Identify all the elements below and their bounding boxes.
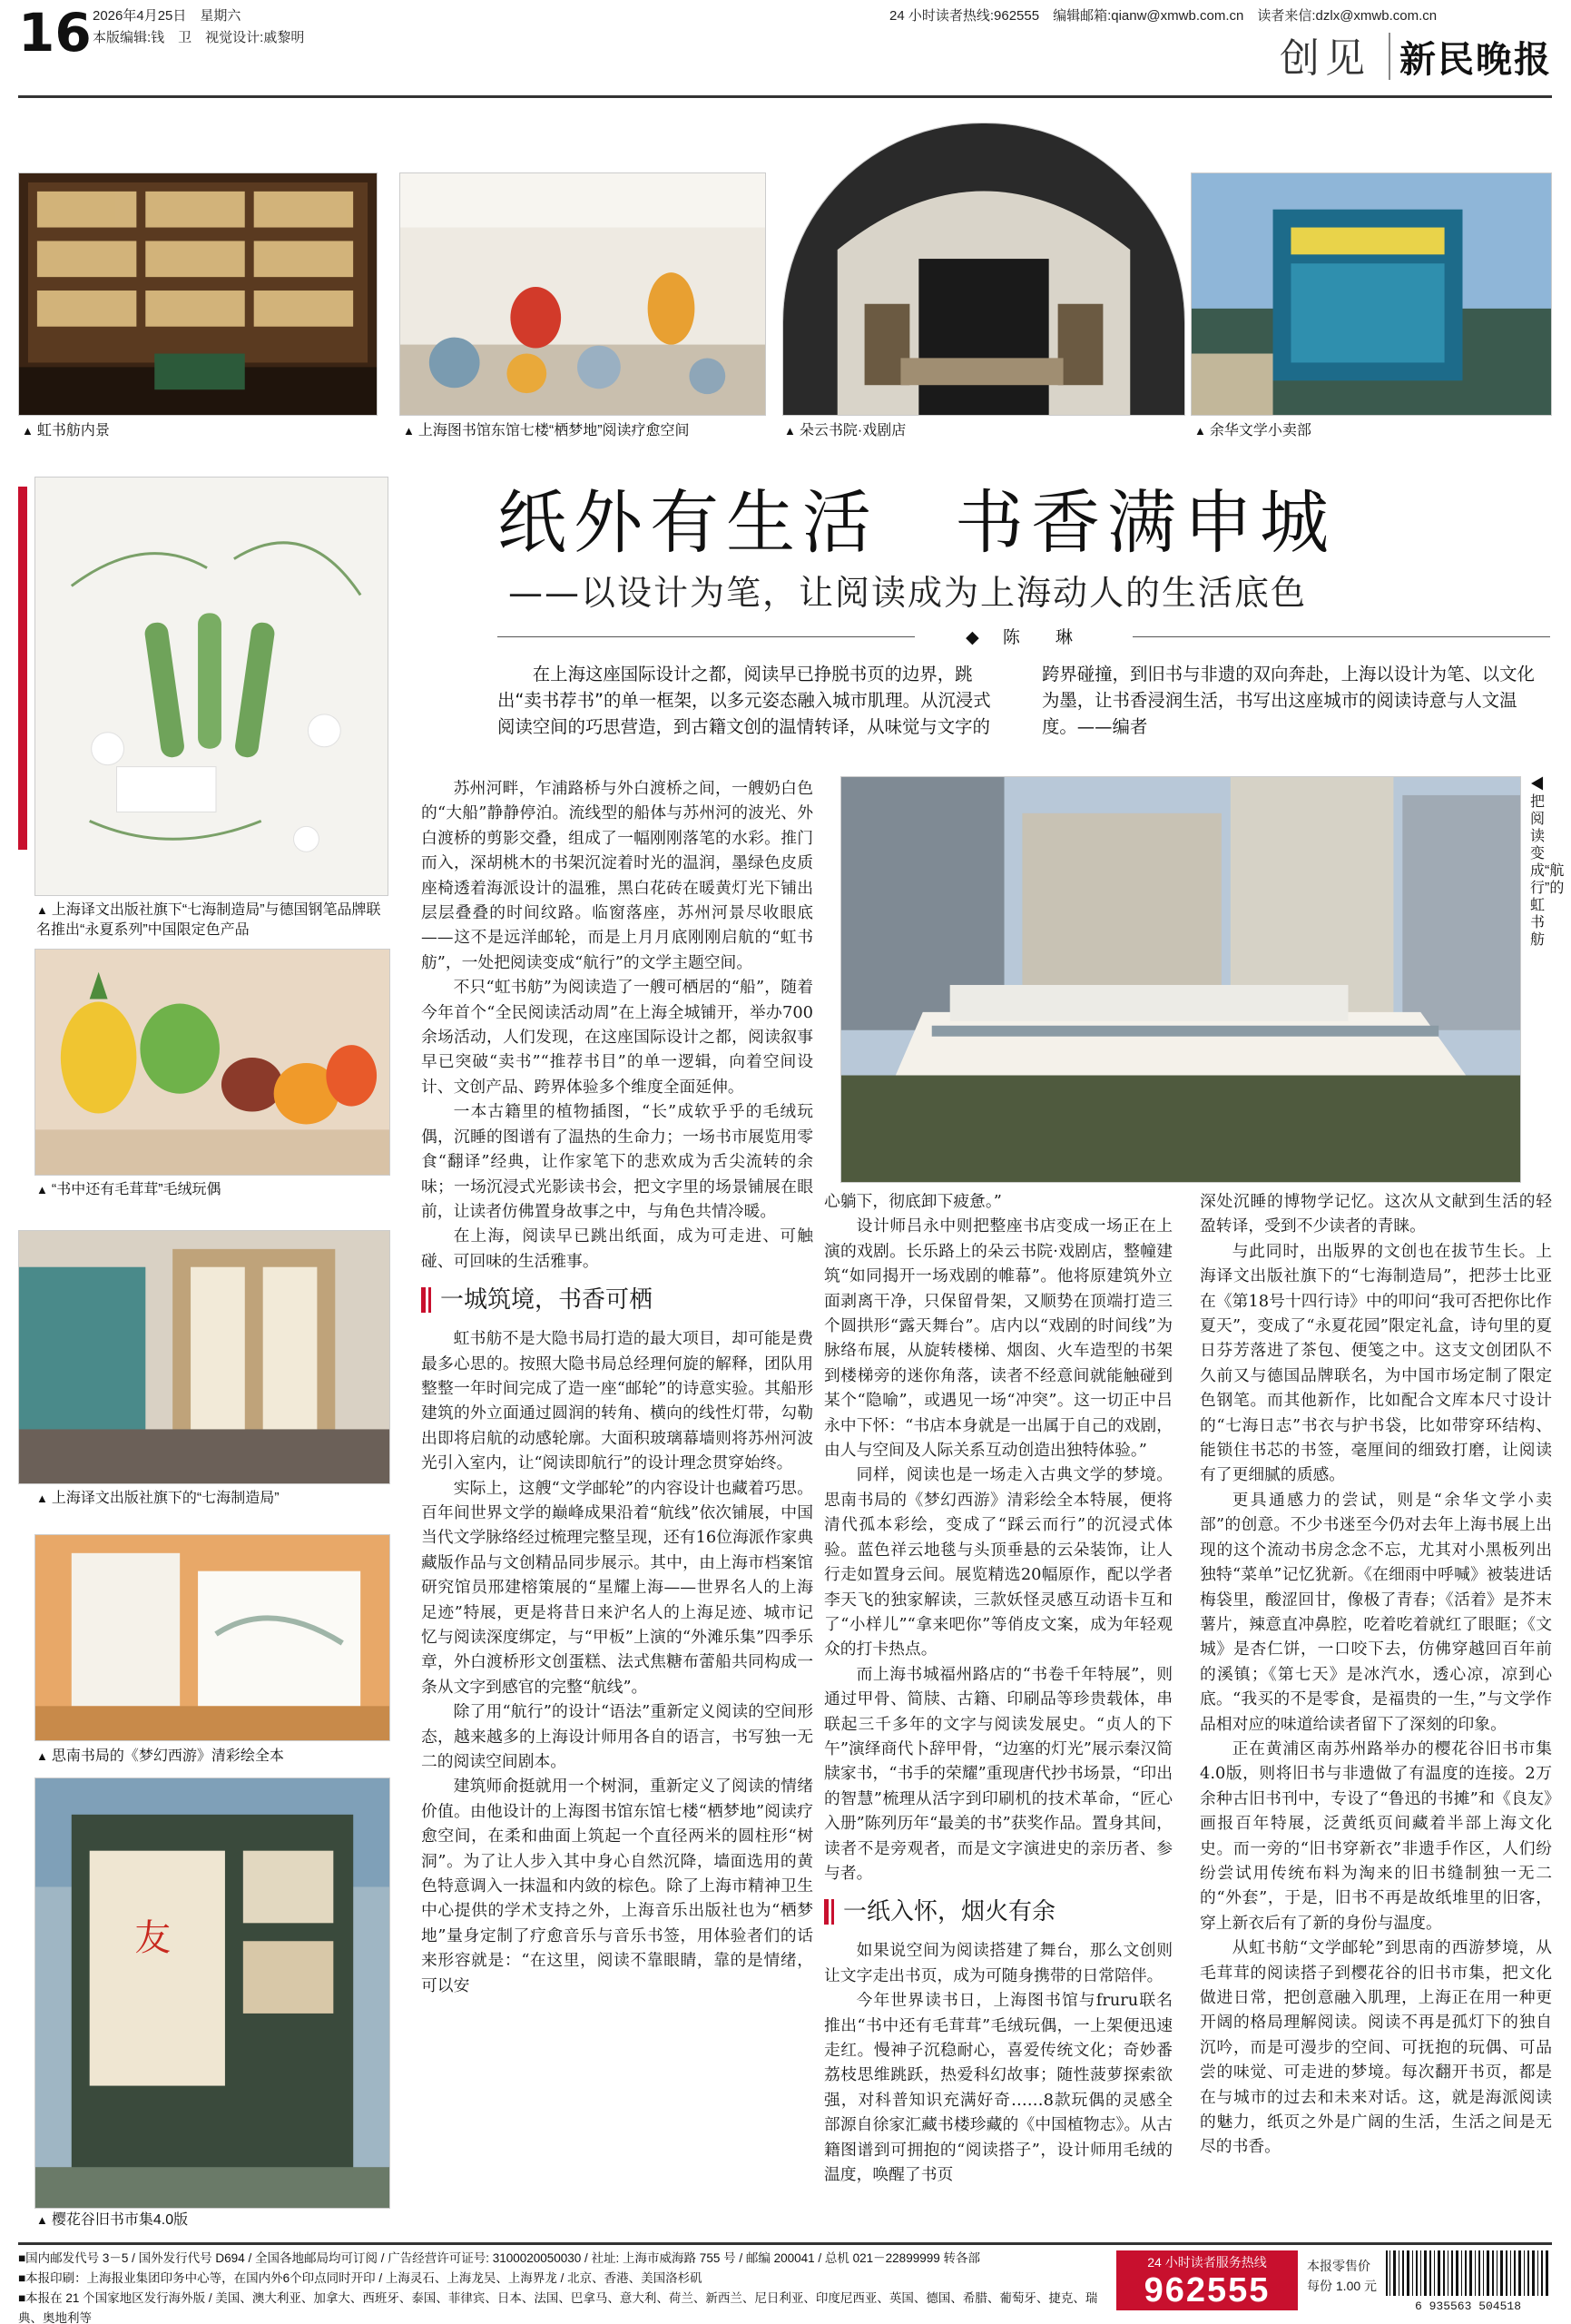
paragraph: 而上海书城福州路店的“书卷千年特展”，则通过甲骨、简牍、古籍、印刷品等珍贵载体，串联起三千多年的文字与阅读发展史。“贞人的下午”演绎商代卜辞甲骨，“边塞的灯光”展示秦汉简牍家书，“书手的荣耀”重现唐代抄书场景，“印出的智慧”梳理从活字到印刷机的技术革命，“匠心入册”陈列历年“最美的书”获奖作品。置身其间，读者不是旁观者，而是文字演进史的亲历者、参与者。 [824, 1664, 1173, 1883]
caption-theatre-bookstore: ▲ 朵云书院·戏剧店 [784, 423, 907, 438]
editor-intro: 在上海这座国际设计之都，阅读早已挣脱书页的边界，跳出“卖书荐书”的单一框架，以多元姿态融入城市肌理。从沉浸式阅读空间的巧思营造，到古籍文创的温情转译，从味觉与文字的跨界碰撞，到旧书与非遗的双向奔赴，上海以设计为笔、以文化为墨，让书香浸润生活，书写出这座城市的阅读诗意与人文温度。——编者 [497, 664, 1535, 737]
price-value: 每份 1.00 元 [1307, 2279, 1378, 2293]
photo-ship-bookshop [840, 776, 1521, 1183]
paragraph: 从虹书舫“文学邮轮”到思南的西游梦境，从毛茸茸的阅读搭子到樱花谷的旧书市集，把文化做进日常，把创意融入肌理，上海正在用一种更开阔的格局理解阅读。阅读不再是孤灯下的独自沉吟，而是可漫步的空间、可抚抱的玩偶、可品尝的味觉、可走进的梦境。每次翻开书页，都是在与城市的过去和未来对话。这，就是海派阅读的魅力，纸页之外是广阔的生活，生活之间是无尽的书香。 [1200, 1938, 1552, 2157]
caption-fountain-pens: ▲ 上海译文出版社旗下“七海制造局”与德国钢笔品牌联名推出“永夏系列”中国限定色产品 [36, 902, 381, 938]
byline [497, 624, 1550, 651]
photo-literary-store [1191, 172, 1552, 416]
hotline-box [1116, 2250, 1298, 2310]
paragraph: 同样，阅读也是一场走入古典文学的梦境。思南书局的《梦幻西游》清彩绘全本特展，便将清代孤本彩绘，变成了“踩云而行”的沉浸式体验。蓝色祥云地毯与头顶垂悬的云朵装饰，让人行走如置身云间。展览精选20幅原作，配以学者李天飞的独家解读，三款妖怪灵感互动语卡互和了“小样儿”“拿来吧你”等俏皮文案，成为年轻观众的打卡热点。 [824, 1465, 1173, 1659]
article-column-3 [1200, 1189, 1552, 2233]
seven-seas-image [19, 1231, 389, 1483]
caption-plush-toys: ▲ “书中还有毛茸茸”毛绒玩偶 [36, 1182, 221, 1197]
literary-store-image [1192, 173, 1551, 415]
paragraph: 正在黄浦区南苏州路举办的樱花谷旧书市集4.0版，则将旧书与非遗做了有温度的连接。2万余种古旧书刊中，专设了“鲁迅的书摊”和《良友》画报百年特展，泛黄纸页间藏着半部上海文化史。而一旁的“旧书穿新衣”非遗手作区，人们纷纷尝试用传统布料为淘来的旧书缝制独一无二的“外套”，于是，旧书不再是故纸堆里的旧客，穿上新衣后有了新的身份与温度。 [1200, 1738, 1552, 1933]
photo-plush-toys [34, 949, 390, 1176]
footer [18, 2242, 1552, 2324]
contact-line: 24 小时读者热线:962555 编辑邮箱:qianw@xmwb.com.cn 读者来信:dzlx@xmwb.com.cn [889, 8, 1438, 24]
theatre-bookstore-image [783, 123, 1184, 415]
paragraph: 心躺下，彻底卸下疲惫。” [824, 1192, 1002, 1211]
bookshelf-image [19, 173, 377, 415]
section-name: 创见 [1280, 35, 1370, 82]
paragraph: 实际上，这艘“文学邮轮”的内容设计也藏着巧思。百年间世界文学的巅峰成果沿着“航线”依次铺展，中国当代文学脉络经过梳理完整呈现，还有16位海派作家典藏版作品与文创精品同步展示。其中，由上海市档案馆研究馆员邢建榕策展的“星耀上海——世界名人的上海足迹”特展，更是将昔日来沪名人的上海足迹、城市记忆与阅读深度绑定，与“甲板”上演的“外滩乐集”四季乐章，外白渡桥形文创蛋糕、法式焦糖布蕾船共同构成一条从文字到感官的完整“航线”。 [421, 1478, 813, 1697]
caption-literary-store: ▲ 余华文学小卖部 [1194, 423, 1311, 438]
book-market-image [35, 1778, 389, 2208]
paragraph: 更具通感力的尝试，则是“余华文学小卖部”的创意。不少书迷至今仍对去年上海书展上出现的这个流动书房念念不忘，尤其对小黑板列出独特“菜单”记忆犹新。《在细雨中呼喊》被装进话梅袋里，酸涩回甘，像极了青春；《活着》是芥末薯片，辣意直冲鼻腔，吃着吃着就红了眼眶；《文城》是杏仁饼，一口咬下去，仿佛穿越回百年前的溪镇；《第七天》是冰汽水，透心凉，凉到心底。“我买的不是零食，是福贵的一生，”与文学作品相对应的味道给读者留下了深刻的印象。 [1200, 1490, 1552, 1734]
photo-healing-space [399, 172, 766, 416]
caption-bookshop-interior: ▲ 虹书舫内景 [22, 423, 110, 438]
retail-price [1307, 2256, 1377, 2296]
photo-bookshop-interior [18, 172, 378, 416]
editors-credit: 本版编辑:钱 卫 视觉设计:戚黎明 [93, 30, 305, 45]
paragraph: 设计师吕永中则把整座书店变成一场正在上演的戏剧。长乐路上的朵云书院·戏剧店，整幢建筑“如同揭开一场戏剧的帷幕”。他将原建筑外立面剥离干净，只保留骨架，又顺势在顶端打造三个圆拱形“露天舞台”。店内以“戏剧的时间线”为脉络布展，从旋转楼梯、烟囱、火车造型的书架到楼梯旁的迷你角落，读者不经意间就能触碰到某个“隐喻”，或遇见一场“冲突”。这一切正中吕永中下怀：“书店本身就是一出属于自己的戏剧，由人与空间及人际关系互动创造出独特体验。” [824, 1216, 1173, 1461]
photo-fountain-pens [34, 477, 388, 896]
caption-journey-west: ▲ 思南书局的《梦幻西游》清彩绘全本 [36, 1748, 284, 1764]
paragraph: 建筑师俞挺就用一个树洞，重新定义了阅读的情绪价值。由他设计的上海图书馆东馆七楼“栖梦地”阅读疗愈空间，在柔和曲面上筑起一个直径两米的圆柱形“树洞”。为了让人步入其中身心自然沉降，墙面选用的黄色特意调入一抹温和内敛的棕色。除了上海市精神卫生中心提供的学术支持之外，上海音乐出版社也为“栖梦地”量身定制了疗愈音乐与音乐书签，用体验者们的话来形容就是：“在这里，阅读不靠眼睛，靠的是情绪，可以安 [421, 1777, 813, 1995]
photo-seven-seas [18, 1230, 390, 1484]
barcode-icon [1384, 2250, 1552, 2296]
paragraph: 在上海，阅读早已跳出纸面，成为可走进、可触碰、可回味的生活雅事。 [421, 1226, 813, 1271]
paragraph: 苏州河畔，乍浦路桥与外白渡桥之间，一艘奶白色的“大船”静静停泊。流线型的船体与苏州河的波光、外白渡桥的剪影交叠，组成了一幅刚刚落笔的水彩。推门而入，深胡桃木的书架沉淀着时光的温润，墨绿色皮质座椅透着海派设计的温雅，黑白花砖在暖黄灯光下铺出层层叠叠的时间纹路。临窗落座，苏州河景尽收眼底——这不是远洋邮轮，而是上月月底刚刚启航的“虹书舫”，一处把阅读变成“航行”的文学主题空间。 [421, 779, 813, 972]
newspaper-brand: 新民晚报 [1399, 38, 1552, 81]
caption-book-market: ▲ 樱花谷旧书市集4.0版 [36, 2212, 189, 2228]
footer-line: ■本报印刷：上海报业集团印务中心等，在国内外6个印点同时开印 / 上海灵石、上海龙吴、上海界龙 / 北京、香港、美国洛杉矶 [18, 2271, 702, 2285]
market-poster-lettering: 友 [134, 1917, 172, 1960]
plush-toys-image [35, 950, 389, 1175]
red-accent-bar [18, 487, 27, 850]
caption-healing-space: ▲ 上海图书馆东馆七楼“栖梦地”阅读疗愈空间 [403, 423, 690, 438]
photo-theatre-bookstore [782, 123, 1185, 416]
footer-line: ■本报在 21 个国家地区发行海外版 / 美国、澳大利亚、加拿大、西班牙、泰国、菲律宾、日本、法国、巴拿马、意大利、荷兰、新西兰、尼日利亚、印度尼西亚、英国、德国、希腊、葡萄牙、捷克、瑞典、奥地利等 [18, 2291, 1098, 2324]
hotline-label: 24 小时读者服务热线 [1147, 2255, 1267, 2270]
paragraph: 深处沉睡的博物学记忆。这次从文献到生活的轻盈转译，受到不少读者的青睐。 [1200, 1192, 1552, 1236]
footer-line: ■国内邮发代号 3－5 / 国外发行代号 D694 / 全国各地邮局均可订阅 / 广告经营许可证号: 3100020050030 / 社址: 上海市威海路 755 号 / 邮编 200041 / 总机 021－22899999 转各部 [18, 2251, 980, 2265]
photo-book-market [34, 1777, 390, 2209]
section-subtitle: 一城筑境，书香可栖 [421, 1279, 813, 1321]
healing-space-image [400, 173, 765, 415]
caption-seven-seas: ▲ 上海译文出版社旗下的“七海制造局” [36, 1491, 280, 1506]
paragraph: 除了用“航行”的设计“语法”重新定义阅读的空间形态，越来越多的上海设计师用各自的语言，书写独一无二的阅读空间剧本。 [421, 1702, 813, 1772]
subheadline: ——以设计为笔，让阅读成为上海动人的生活底色 [508, 573, 1308, 613]
photo-journey-west [34, 1534, 390, 1741]
ship-bookshop-image [841, 777, 1520, 1182]
hotline-number: 962555 [1144, 2271, 1271, 2309]
headline: 纸外有生活 书香满申城 [497, 482, 1336, 563]
footer-info [18, 2249, 1107, 2324]
header-divider [1389, 33, 1390, 80]
journey-west-image [35, 1535, 389, 1740]
paragraph: 如果说空间为阅读搭建了舞台，那么文创则让文字走出书页，成为可随身携带的日常陪伴。 [824, 1941, 1173, 1985]
barcode-number: 6 935563 504518 [1414, 2299, 1522, 2313]
byline-rule-right [1133, 636, 1550, 637]
section-subtitle: 一纸入怀，烟火有余 [824, 1891, 1173, 1933]
author-name: ◆ 陈 琳 [966, 627, 1082, 647]
article-column-2 [824, 1189, 1173, 2233]
paragraph: 不只“虹书舫”为阅读造了一艘可栖居的“船”，随着今年首个“全民阅读活动周”在上海全城铺开，举办700余场活动，人们发现，在这座国际设计之都，阅读叙事早已突破“卖书”“推荐书目”的单一逻辑，向着空间设计、文创产品、跨界体验多个维度全面延伸。 [421, 978, 813, 1097]
paragraph: 今年世界读书日，上海图书馆与fruru联名推出“书中还有毛茸茸”毛绒玩偶，一上架便迅速走红。慢神子沉稳耐心，喜爱传统文化；奇妙番荔枝思维跳跃，热爱科幻故事；随性菠萝探索欲强，对科普知识充满好奇……8款玩偶的灵感全部源自徐家汇藏书楼珍藏的《中国植物志》。从古籍图谱到可拥抱的“阅读搭子”，设计师用毛绒的温度，唤醒了书页 [824, 1991, 1173, 2185]
barcode [1384, 2250, 1552, 2313]
caption-ship-bookshop: ◀把阅读变成“航行”的虹书舫 [1530, 777, 1565, 948]
paragraph: 一本古籍里的植物插图，“长”成软乎乎的毛绒玩偶，沉睡的图谱有了温热的生命力；一场书市展览用零食“翻译”经典，让作家笔下的悲欢成为舌尖流转的余味；一场沉浸式光影读书会，把文字里的场景铺展在眼前，让读者仿佛置身故事之中，与角色共情冷暖。 [421, 1102, 813, 1221]
masthead [18, 0, 1552, 98]
page-number: 16 [18, 2, 92, 64]
paragraph: 与此同时，出版界的文创也在拔节生长。上海译文出版社旗下的“七海制造局”，把莎士比亚在《第18号十四行诗》中的叩问“我可否把你比作夏天”，变成了“永夏花园”限定礼盒，诗句里的夏日芬芳落进了茶包、便笺之中。这支文创团队不久前又与德国品牌联名，为中国市场定制了限定色钢笔。而其他新作，比如配合文库本尺寸设计的“七海日志”书衣与护书袋，比如带穿环结构、能锁住书芯的书签，毫厘间的细致打磨，让阅读有了更细腻的质感。 [1200, 1241, 1552, 1485]
article-column-1 [421, 776, 813, 2233]
fountain-pens-image [35, 478, 388, 895]
issue-date: 2026年4月25日 星期六 [93, 8, 241, 24]
byline-rule-left [497, 636, 915, 637]
price-label: 本报零售价 [1307, 2259, 1370, 2273]
paragraph: 虹书舫不是大隐书局打造的最大项目，却可能是费最多心思的。按照大隐书局总经理何旋的解释，团队用整整一年时间完成了造一座“邮轮”的诗意实验。其船形建筑的外立面通过圆润的转角、横向的线性灯带，勾勒出即将启航的动感轮廓。大面积玻璃幕墙则将苏州河波光引入室内，让“阅读即航行”的设计理念贯穿始终。 [421, 1329, 813, 1473]
